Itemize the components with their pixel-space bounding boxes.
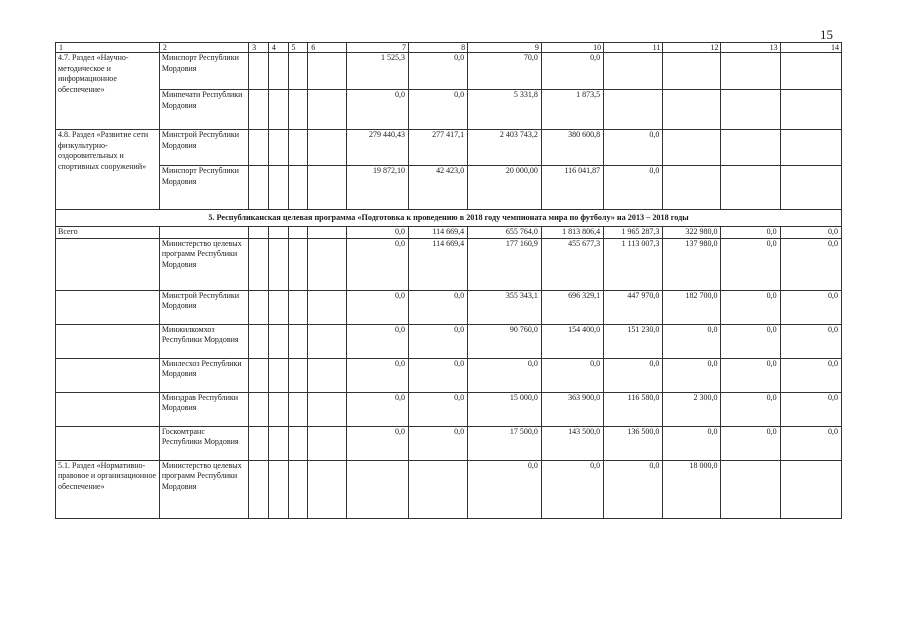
value-cell: 143 500,0 [541,426,603,460]
value-cell: 0,0 [346,290,408,324]
table-row [56,53,842,90]
section-cell: 4.8. Раздел «Развитие сети физкультурно-оздоровительных и спортивных сооружений» [56,130,160,210]
value-cell: 363 900,0 [541,392,603,426]
value-cell: 0,0 [541,53,603,90]
agency-cell: Минспорт Республики Мордовия [159,166,248,210]
value-cell: 0,0 [780,290,841,324]
column-number: 2 [159,43,248,53]
value-cell: 20 000,00 [468,166,542,210]
value-cell [408,460,467,518]
value-cell [721,53,780,90]
value-cell: 177 160,9 [468,238,542,290]
value-cell [663,166,721,210]
value-cell: 1 813 806,4 [541,227,603,239]
value-cell [663,90,721,130]
value-cell [780,90,841,130]
value-cell: 114 669,4 [408,238,467,290]
column-number: 10 [541,43,603,53]
agency-cell: Минлесхоз Республики Мордовия [159,358,248,392]
value-cell: 0,0 [663,358,721,392]
value-cell: 0,0 [604,166,663,210]
value-cell: 0,0 [780,358,841,392]
value-cell [604,53,663,90]
column-number: 13 [721,43,780,53]
column-number: 7 [346,43,408,53]
agency-cell: Минпечати Республики Мордовия [159,90,248,130]
value-cell: 0,0 [408,426,467,460]
agency-cell: Минстрой Республики Мордовия [159,290,248,324]
column-number: 5 [288,43,308,53]
value-cell [721,130,780,166]
value-cell: 0,0 [541,460,603,518]
column-number-row [56,43,842,53]
table-row [56,238,842,290]
value-cell: 114 669,4 [408,227,467,239]
value-cell: 355 343,1 [468,290,542,324]
value-cell: 0,0 [721,290,780,324]
value-cell: 116 041,87 [541,166,603,210]
column-number: 3 [249,43,269,53]
table-row [56,426,842,460]
column-number: 8 [408,43,467,53]
column-number: 9 [468,43,542,53]
value-cell: 0,0 [604,130,663,166]
value-cell: 0,0 [468,460,542,518]
value-cell: 0,0 [780,392,841,426]
column-number: 6 [308,43,346,53]
table-row [56,130,842,166]
value-cell: 18 000,0 [663,460,721,518]
value-cell: 90 760,0 [468,324,542,358]
column-number: 12 [663,43,721,53]
value-cell: 0,0 [346,392,408,426]
value-cell: 0,0 [468,358,542,392]
agency-cell: Минстрой Республики Мордовия [159,130,248,166]
table-row [56,460,842,518]
value-cell [780,53,841,90]
value-cell: 0,0 [346,90,408,130]
value-cell: 0,0 [721,324,780,358]
value-cell: 447 970,0 [604,290,663,324]
value-cell: 151 230,0 [604,324,663,358]
value-cell: 0,0 [408,392,467,426]
value-cell: 154 400,0 [541,324,603,358]
value-cell: 116 580,0 [604,392,663,426]
value-cell: 17 500,0 [468,426,542,460]
section-cell: Всего [56,227,160,239]
value-cell: 0,0 [780,238,841,290]
value-cell: 2 300,0 [663,392,721,426]
value-cell: 15 000,0 [468,392,542,426]
value-cell: 0,0 [604,358,663,392]
agency-cell: Министерство целевых программ Республики Мордовия [159,460,248,518]
value-cell: 42 423,0 [408,166,467,210]
value-cell: 19 872,10 [346,166,408,210]
page-number: 15 [820,27,833,42]
program-title-row [56,210,842,227]
value-cell: 277 417,1 [408,130,467,166]
value-cell: 5 331,8 [468,90,542,130]
value-cell: 380 600,8 [541,130,603,166]
column-number: 4 [268,43,288,53]
agency-cell: Министерство целевых программ Республики Мордовия [159,238,248,290]
value-cell: 0,0 [604,460,663,518]
value-cell: 0,0 [721,426,780,460]
value-cell: 70,0 [468,53,542,90]
value-cell: 1 525,3 [346,53,408,90]
value-cell: 0,0 [346,358,408,392]
value-cell [721,166,780,210]
section-cell: 5.1. Раздел «Нормативно-правовое и организационное обеспечение» [56,460,160,518]
table-row [56,90,842,130]
value-cell: 0,0 [780,324,841,358]
column-number: 11 [604,43,663,53]
value-cell [721,90,780,130]
agency-cell: Госкомтранс Республики Мордовия [159,426,248,460]
value-cell [780,460,841,518]
table-row [56,324,842,358]
value-cell: 1 113 007,3 [604,238,663,290]
value-cell: 0,0 [346,238,408,290]
value-cell: 0,0 [346,426,408,460]
value-cell: 2 403 743,2 [468,130,542,166]
agency-cell: Минспорт Республики Мордовия [159,53,248,90]
value-cell: 322 980,0 [663,227,721,239]
value-cell: 182 700,0 [663,290,721,324]
value-cell [604,90,663,130]
value-cell: 0,0 [408,324,467,358]
table-row [56,358,842,392]
value-cell: 0,0 [346,324,408,358]
value-cell [721,460,780,518]
agency-cell [159,227,248,239]
table-row [56,392,842,426]
table-row [56,290,842,324]
value-cell: 137 980,0 [663,238,721,290]
value-cell: 655 764,0 [468,227,542,239]
value-cell: 0,0 [721,358,780,392]
agency-cell: Минжилкомхоз Республики Мордовия [159,324,248,358]
budget-table [55,42,842,519]
value-cell: 455 677,3 [541,238,603,290]
value-cell: 0,0 [408,290,467,324]
value-cell [346,460,408,518]
value-cell: 696 329,1 [541,290,603,324]
value-cell: 0,0 [408,53,467,90]
value-cell: 0,0 [408,358,467,392]
agency-cell: Минздрав Республики Мордовия [159,392,248,426]
value-cell: 0,0 [721,227,780,239]
value-cell: 0,0 [541,358,603,392]
value-cell [780,130,841,166]
section-cell: 4.7. Раздел «Научно-методическое и информационное обеспечение» [56,53,160,130]
value-cell: 0,0 [780,227,841,239]
value-cell: 0,0 [346,227,408,239]
column-number: 14 [780,43,841,53]
value-cell: 279 440,43 [346,130,408,166]
value-cell: 0,0 [721,392,780,426]
value-cell [663,130,721,166]
value-cell [780,166,841,210]
table-row [56,166,842,210]
value-cell: 0,0 [408,90,467,130]
value-cell: 1 873,5 [541,90,603,130]
value-cell: 0,0 [663,324,721,358]
value-cell: 0,0 [663,426,721,460]
value-cell: 136 500,0 [604,426,663,460]
program-title: 5. Республиканская целевая программа «Подготовка к проведению в 2018 году чемпионата мира по футболу» на 2013 – 2018 годы [56,210,842,227]
value-cell [663,53,721,90]
table-row-total [56,227,842,239]
value-cell: 0,0 [721,238,780,290]
value-cell: 1 965 287,3 [604,227,663,239]
value-cell: 0,0 [780,426,841,460]
column-number: 1 [56,43,160,53]
